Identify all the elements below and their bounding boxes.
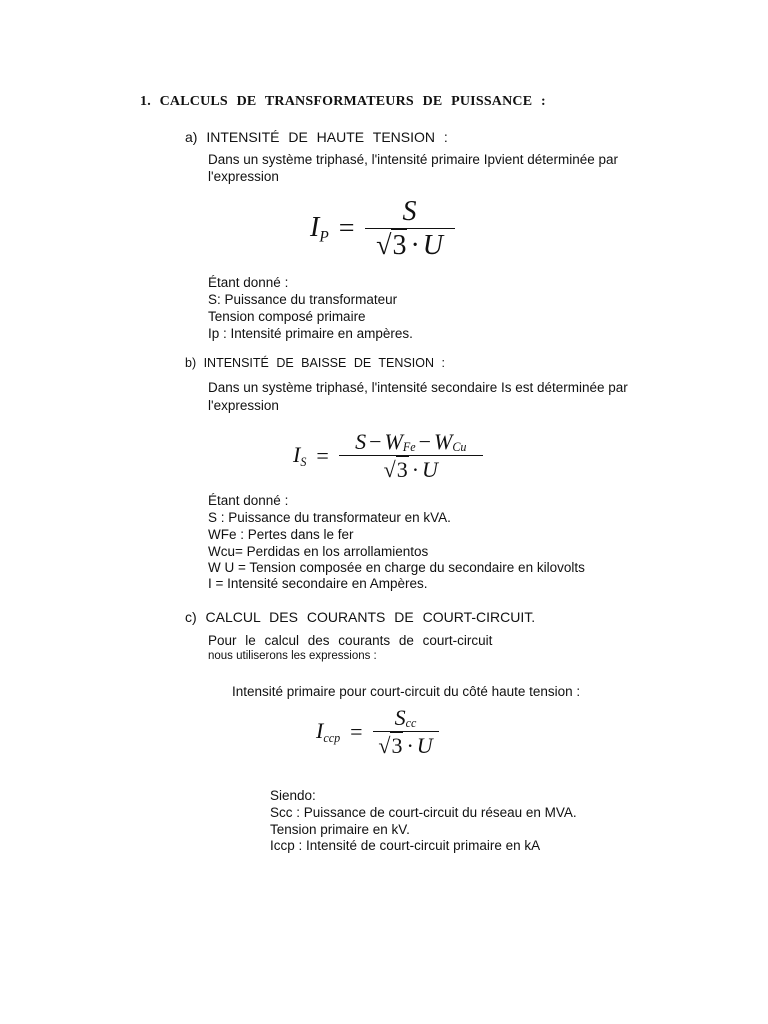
section-a-given-1: S: Puissance du transformateur: [208, 292, 398, 307]
formula-iccp-denominator: √ 3 · U: [378, 733, 433, 758]
formula-is-numerator: S − W $_{Fe}$ − W $_{Cu}$: [355, 429, 467, 454]
section-b-given-3: Wcu= Perdidas en los arrollamientos: [208, 544, 429, 559]
section-c-given-2: Tension primaire en kV.: [270, 822, 410, 837]
formula-iccp-numerator: S $_{cc}$: [394, 705, 417, 730]
formula-iccp-fraction: [373, 705, 439, 759]
formula-ip-fraction: [365, 196, 455, 262]
section-a-given-3: Ip : Intensité primaire en ampères.: [208, 326, 413, 341]
section-a-intro-line2: l'expression: [208, 169, 279, 184]
formula-ip-denominator: √ 3 · U: [376, 230, 443, 261]
formula-is-equals: =: [316, 443, 329, 468]
section-a-given-2: Tension composé primaire: [208, 309, 366, 324]
section-b-given-5: I = Intensité secondaire en Ampères.: [208, 576, 428, 591]
section-b-intro-line1: Dans un système triphasé, l'intensité secondaire Is est déterminée par: [208, 380, 628, 395]
formula-is-fraction: [339, 429, 483, 483]
section-a-title: a) INTENSITÉ DE HAUTE TENSION :: [185, 129, 448, 145]
formula-ip-lhs: $I_P$: [310, 211, 329, 246]
section-b-given-0: Étant donné :: [208, 493, 289, 508]
section-c-intro-line2: nous utiliserons les expressions :: [208, 650, 377, 662]
formula-ip-numerator: S: [402, 196, 417, 227]
formula-is: [293, 429, 483, 483]
section-c-given-1: Scc : Puissance de court-circuit du réseau en MVA.: [270, 805, 577, 820]
formula-is-denominator: √ 3 · U: [383, 457, 438, 482]
section-c-bullet-item: [232, 683, 580, 700]
formula-is-lhs: $I_S$: [293, 441, 307, 470]
section-b-title: b) INTENSITÉ DE BAISSE DE TENSION :: [185, 356, 445, 370]
section-a-intro-line1: Dans un système triphasé, l'intensité primaire Ipvient déterminée par: [208, 152, 619, 167]
section-c-intro-line1: Pour le calcul des courants de court-circuit: [208, 633, 493, 648]
section-b-given-2: WFe : Pertes dans le fer: [208, 527, 354, 542]
bullet-text: Intensité primaire pour court-circuit du côté haute tension :: [232, 684, 581, 699]
formula-iccp-equals: =: [350, 719, 363, 744]
formula-ip-equals: =: [338, 213, 355, 244]
formula-ip: [310, 196, 455, 262]
formula-iccp: [316, 705, 439, 759]
formula-iccp-lhs: $I_{ccp}$: [316, 717, 341, 746]
section-a-given-0: Étant donné :: [208, 275, 289, 290]
section-b-given-1: S : Puissance du transformateur en kVA.: [208, 510, 451, 525]
section-c-given-0: Siendo:: [270, 788, 316, 803]
section-b-given-4: W U = Tension composée en charge du secondaire en kilovolts: [208, 560, 585, 575]
section-b-intro-line2: l'expression: [208, 398, 279, 413]
section-c-title: c) CALCUL DES COURANTS DE COURT-CIRCUIT.: [185, 609, 536, 625]
section-c-given-3: Iccp : Intensité de court-circuit primaire en kA: [270, 838, 541, 853]
section-heading: 1. CALCULS DE TRANSFORMATEURS DE PUISSANCE :: [140, 94, 546, 109]
